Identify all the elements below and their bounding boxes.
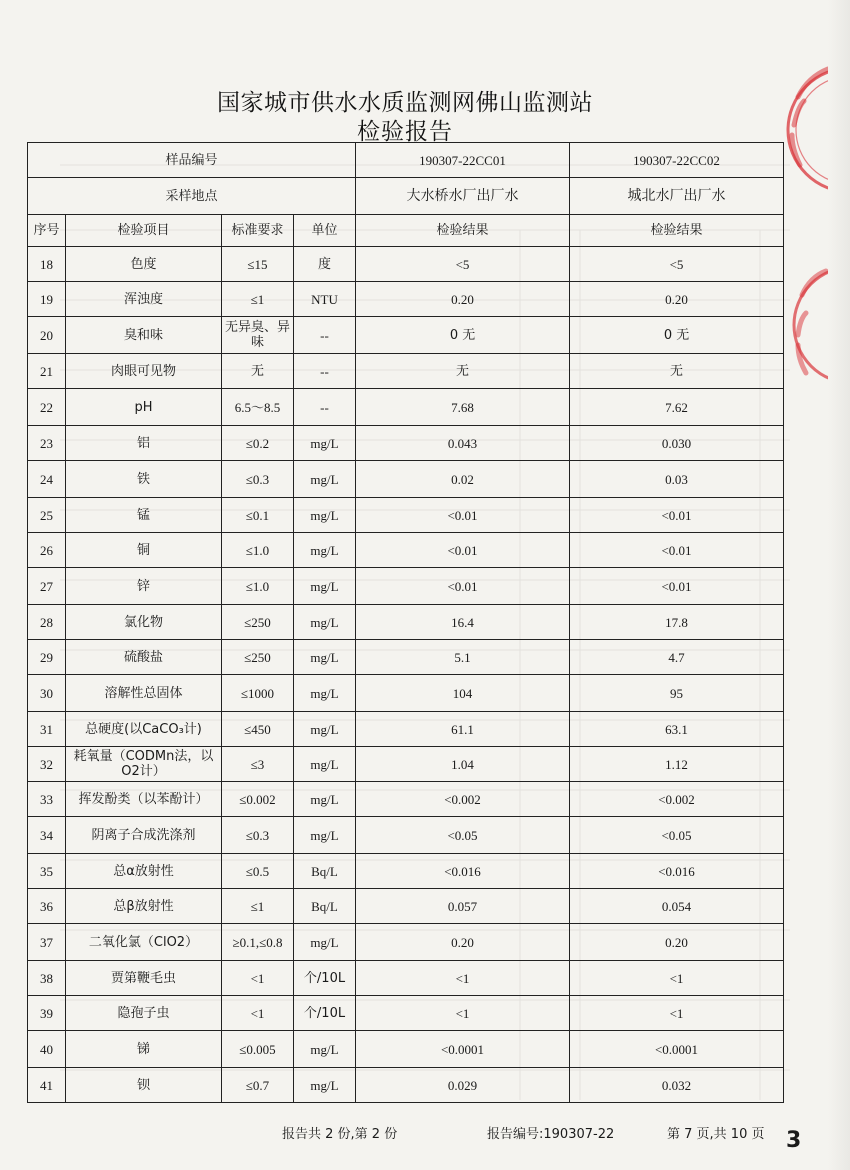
table-row [28,498,784,533]
report-number: 报告编号:190307-22 [487,1127,615,1142]
result-2: 0.054 [570,889,784,924]
result-1: 0 无 [356,317,570,354]
sample-id-1: 190307-22CC01 [356,143,570,178]
result-1: <1 [356,961,570,996]
standard-requirement: ≤1 [222,282,294,317]
result-1: <0.002 [356,782,570,817]
row-number: 37 [28,924,66,961]
table-row [28,533,784,568]
unit: mg/L [294,1031,356,1068]
sample-id-2: 190307-22CC02 [570,143,784,178]
table-row [28,747,784,782]
col-header-result-2: 检验结果 [570,215,784,247]
row-number: 26 [28,533,66,568]
standard-requirement: 无异臭、异味 [222,317,294,354]
result-2: 17.8 [570,605,784,640]
standard-requirement: ≤0.3 [222,817,294,854]
test-item: 挥发酚类（以苯酚计） [66,782,222,817]
standard-requirement: ≤0.7 [222,1068,294,1103]
unit: mg/L [294,817,356,854]
table-row [28,389,784,426]
unit: Bq/L [294,889,356,924]
standard-requirement: ≤250 [222,605,294,640]
col-header-item: 检验项目 [66,215,222,247]
unit: mg/L [294,640,356,675]
row-number: 36 [28,889,66,924]
row-number: 28 [28,605,66,640]
row-number: 38 [28,961,66,996]
result-1: 61.1 [356,712,570,747]
col-header-result-1: 检验结果 [356,215,570,247]
result-2: 1.12 [570,747,784,782]
sampling-location-row [28,178,784,215]
standard-requirement: ≤1.0 [222,533,294,568]
result-2: <1 [570,996,784,1031]
table-row [28,426,784,461]
result-1: <5 [356,247,570,282]
standard-requirement: ≥0.1,≤0.8 [222,924,294,961]
test-item: 铁 [66,461,222,498]
sampling-location-label: 采样地点 [28,178,356,215]
result-1: <0.05 [356,817,570,854]
result-1: <0.0001 [356,1031,570,1068]
unit: NTU [294,282,356,317]
result-2: <0.01 [570,533,784,568]
col-header-seq: 序号 [28,215,66,247]
unit: mg/L [294,924,356,961]
table-row [28,605,784,640]
result-2: 0.20 [570,924,784,961]
standard-requirement: ≤450 [222,712,294,747]
test-item: 色度 [66,247,222,282]
result-2: 0.030 [570,426,784,461]
row-number: 32 [28,747,66,782]
result-2: <0.0001 [570,1031,784,1068]
test-item: 浑浊度 [66,282,222,317]
unit: mg/L [294,712,356,747]
test-item: 贾第鞭毛虫 [66,961,222,996]
unit: mg/L [294,498,356,533]
result-1: <0.01 [356,498,570,533]
sample-id-label: 样品编号 [28,143,356,178]
unit: mg/L [294,782,356,817]
standard-requirement: 无 [222,354,294,389]
result-2: 4.7 [570,640,784,675]
result-1: 104 [356,675,570,712]
table-row [28,640,784,675]
page-info: 第 7 页,共 10 页 [667,1127,765,1142]
result-2: 0.03 [570,461,784,498]
result-2: <0.01 [570,498,784,533]
test-item: 阴离子合成洗涤剂 [66,817,222,854]
row-number: 21 [28,354,66,389]
table-row [28,924,784,961]
result-1: <0.01 [356,533,570,568]
test-item: 钡 [66,1068,222,1103]
sampling-location-2: 城北水厂出厂水 [570,178,784,215]
standard-requirement: <1 [222,961,294,996]
test-item: 总硬度(以CaCO₃计) [66,712,222,747]
row-number: 33 [28,782,66,817]
unit: -- [294,354,356,389]
standard-requirement: ≤0.1 [222,498,294,533]
test-item: 硫酸盐 [66,640,222,675]
unit: -- [294,317,356,354]
result-1: 0.057 [356,889,570,924]
unit: 个/10L [294,961,356,996]
row-number: 25 [28,498,66,533]
copies-info: 报告共 2 份,第 2 份 [282,1127,398,1142]
table-row [28,996,784,1031]
row-number: 20 [28,317,66,354]
unit: mg/L [294,568,356,605]
unit: Bq/L [294,854,356,889]
unit: mg/L [294,1068,356,1103]
table-row [28,854,784,889]
row-number: 35 [28,854,66,889]
col-header-unit: 单位 [294,215,356,247]
row-number: 24 [28,461,66,498]
unit: -- [294,389,356,426]
row-number: 19 [28,282,66,317]
result-1: 0.20 [356,924,570,961]
row-number: 39 [28,996,66,1031]
result-1: 5.1 [356,640,570,675]
result-2: <1 [570,961,784,996]
test-item: 总β放射性 [66,889,222,924]
result-1: 0.043 [356,426,570,461]
result-2: 0.20 [570,282,784,317]
table-row [28,675,784,712]
result-2: <0.016 [570,854,784,889]
table-row [28,282,784,317]
table-row [28,354,784,389]
standard-requirement: ≤1000 [222,675,294,712]
row-number: 31 [28,712,66,747]
row-number: 27 [28,568,66,605]
row-number: 30 [28,675,66,712]
result-1: 16.4 [356,605,570,640]
result-2: <0.05 [570,817,784,854]
result-1: <0.016 [356,854,570,889]
standard-requirement: <1 [222,996,294,1031]
standard-requirement: ≤1 [222,889,294,924]
row-number: 18 [28,247,66,282]
row-number: 41 [28,1068,66,1103]
row-number: 29 [28,640,66,675]
result-2: <0.002 [570,782,784,817]
result-2: 95 [570,675,784,712]
sampling-location-1: 大水桥水厂出厂水 [356,178,570,215]
test-results-table [27,142,784,1103]
table-row [28,461,784,498]
test-item: 铝 [66,426,222,461]
test-item: pH [66,389,222,426]
table-row [28,712,784,747]
standard-requirement: ≤0.3 [222,461,294,498]
unit: mg/L [294,461,356,498]
unit: 个/10L [294,996,356,1031]
test-item: 总α放射性 [66,854,222,889]
standard-requirement: ≤0.005 [222,1031,294,1068]
table-row [28,1031,784,1068]
test-item: 锰 [66,498,222,533]
result-1: <0.01 [356,568,570,605]
table-row [28,568,784,605]
column-header-row [28,215,784,247]
table-row [28,817,784,854]
result-2: 0 无 [570,317,784,354]
sample-id-row [28,143,784,178]
result-1: 0.029 [356,1068,570,1103]
col-header-standard: 标准要求 [222,215,294,247]
scan-edge-shadow [828,0,850,1170]
test-item: 锑 [66,1031,222,1068]
unit: mg/L [294,675,356,712]
test-item: 肉眼可见物 [66,354,222,389]
result-1: <1 [356,996,570,1031]
test-item: 耗氧量（CODMn法，以O2计） [66,747,222,782]
standard-requirement: ≤250 [222,640,294,675]
unit: 度 [294,247,356,282]
result-2: 0.032 [570,1068,784,1103]
table-row [28,247,784,282]
standard-requirement: 6.5～8.5 [222,389,294,426]
result-2: 无 [570,354,784,389]
table-row [28,782,784,817]
test-item: 铜 [66,533,222,568]
table-row [28,317,784,354]
standard-requirement: ≤3 [222,747,294,782]
table-row [28,961,784,996]
test-item: 溶解性总固体 [66,675,222,712]
test-item: 氯化物 [66,605,222,640]
result-1: 7.68 [356,389,570,426]
test-item: 臭和味 [66,317,222,354]
result-1: 1.04 [356,747,570,782]
unit: mg/L [294,533,356,568]
result-1: 无 [356,354,570,389]
row-number: 22 [28,389,66,426]
standard-requirement: ≤15 [222,247,294,282]
row-number: 34 [28,817,66,854]
result-2: <5 [570,247,784,282]
standard-requirement: ≤1.0 [222,568,294,605]
standard-requirement: ≤0.2 [222,426,294,461]
result-1: 0.20 [356,282,570,317]
row-number: 23 [28,426,66,461]
scan-page-number: 3 [786,1128,802,1153]
report-subtitle: 检验报告 [357,119,453,145]
result-2: <0.01 [570,568,784,605]
unit: mg/L [294,605,356,640]
test-item: 隐孢子虫 [66,996,222,1031]
result-2: 63.1 [570,712,784,747]
row-number: 40 [28,1031,66,1068]
test-item: 二氧化氯（ClO2） [66,924,222,961]
test-item: 锌 [66,568,222,605]
standard-requirement: ≤0.002 [222,782,294,817]
standard-requirement: ≤0.5 [222,854,294,889]
unit: mg/L [294,426,356,461]
table-row [28,889,784,924]
result-2: 7.62 [570,389,784,426]
result-1: 0.02 [356,461,570,498]
unit: mg/L [294,747,356,782]
report-title: 国家城市供水水质监测网佛山监测站 [217,90,593,116]
table-row [28,1068,784,1103]
